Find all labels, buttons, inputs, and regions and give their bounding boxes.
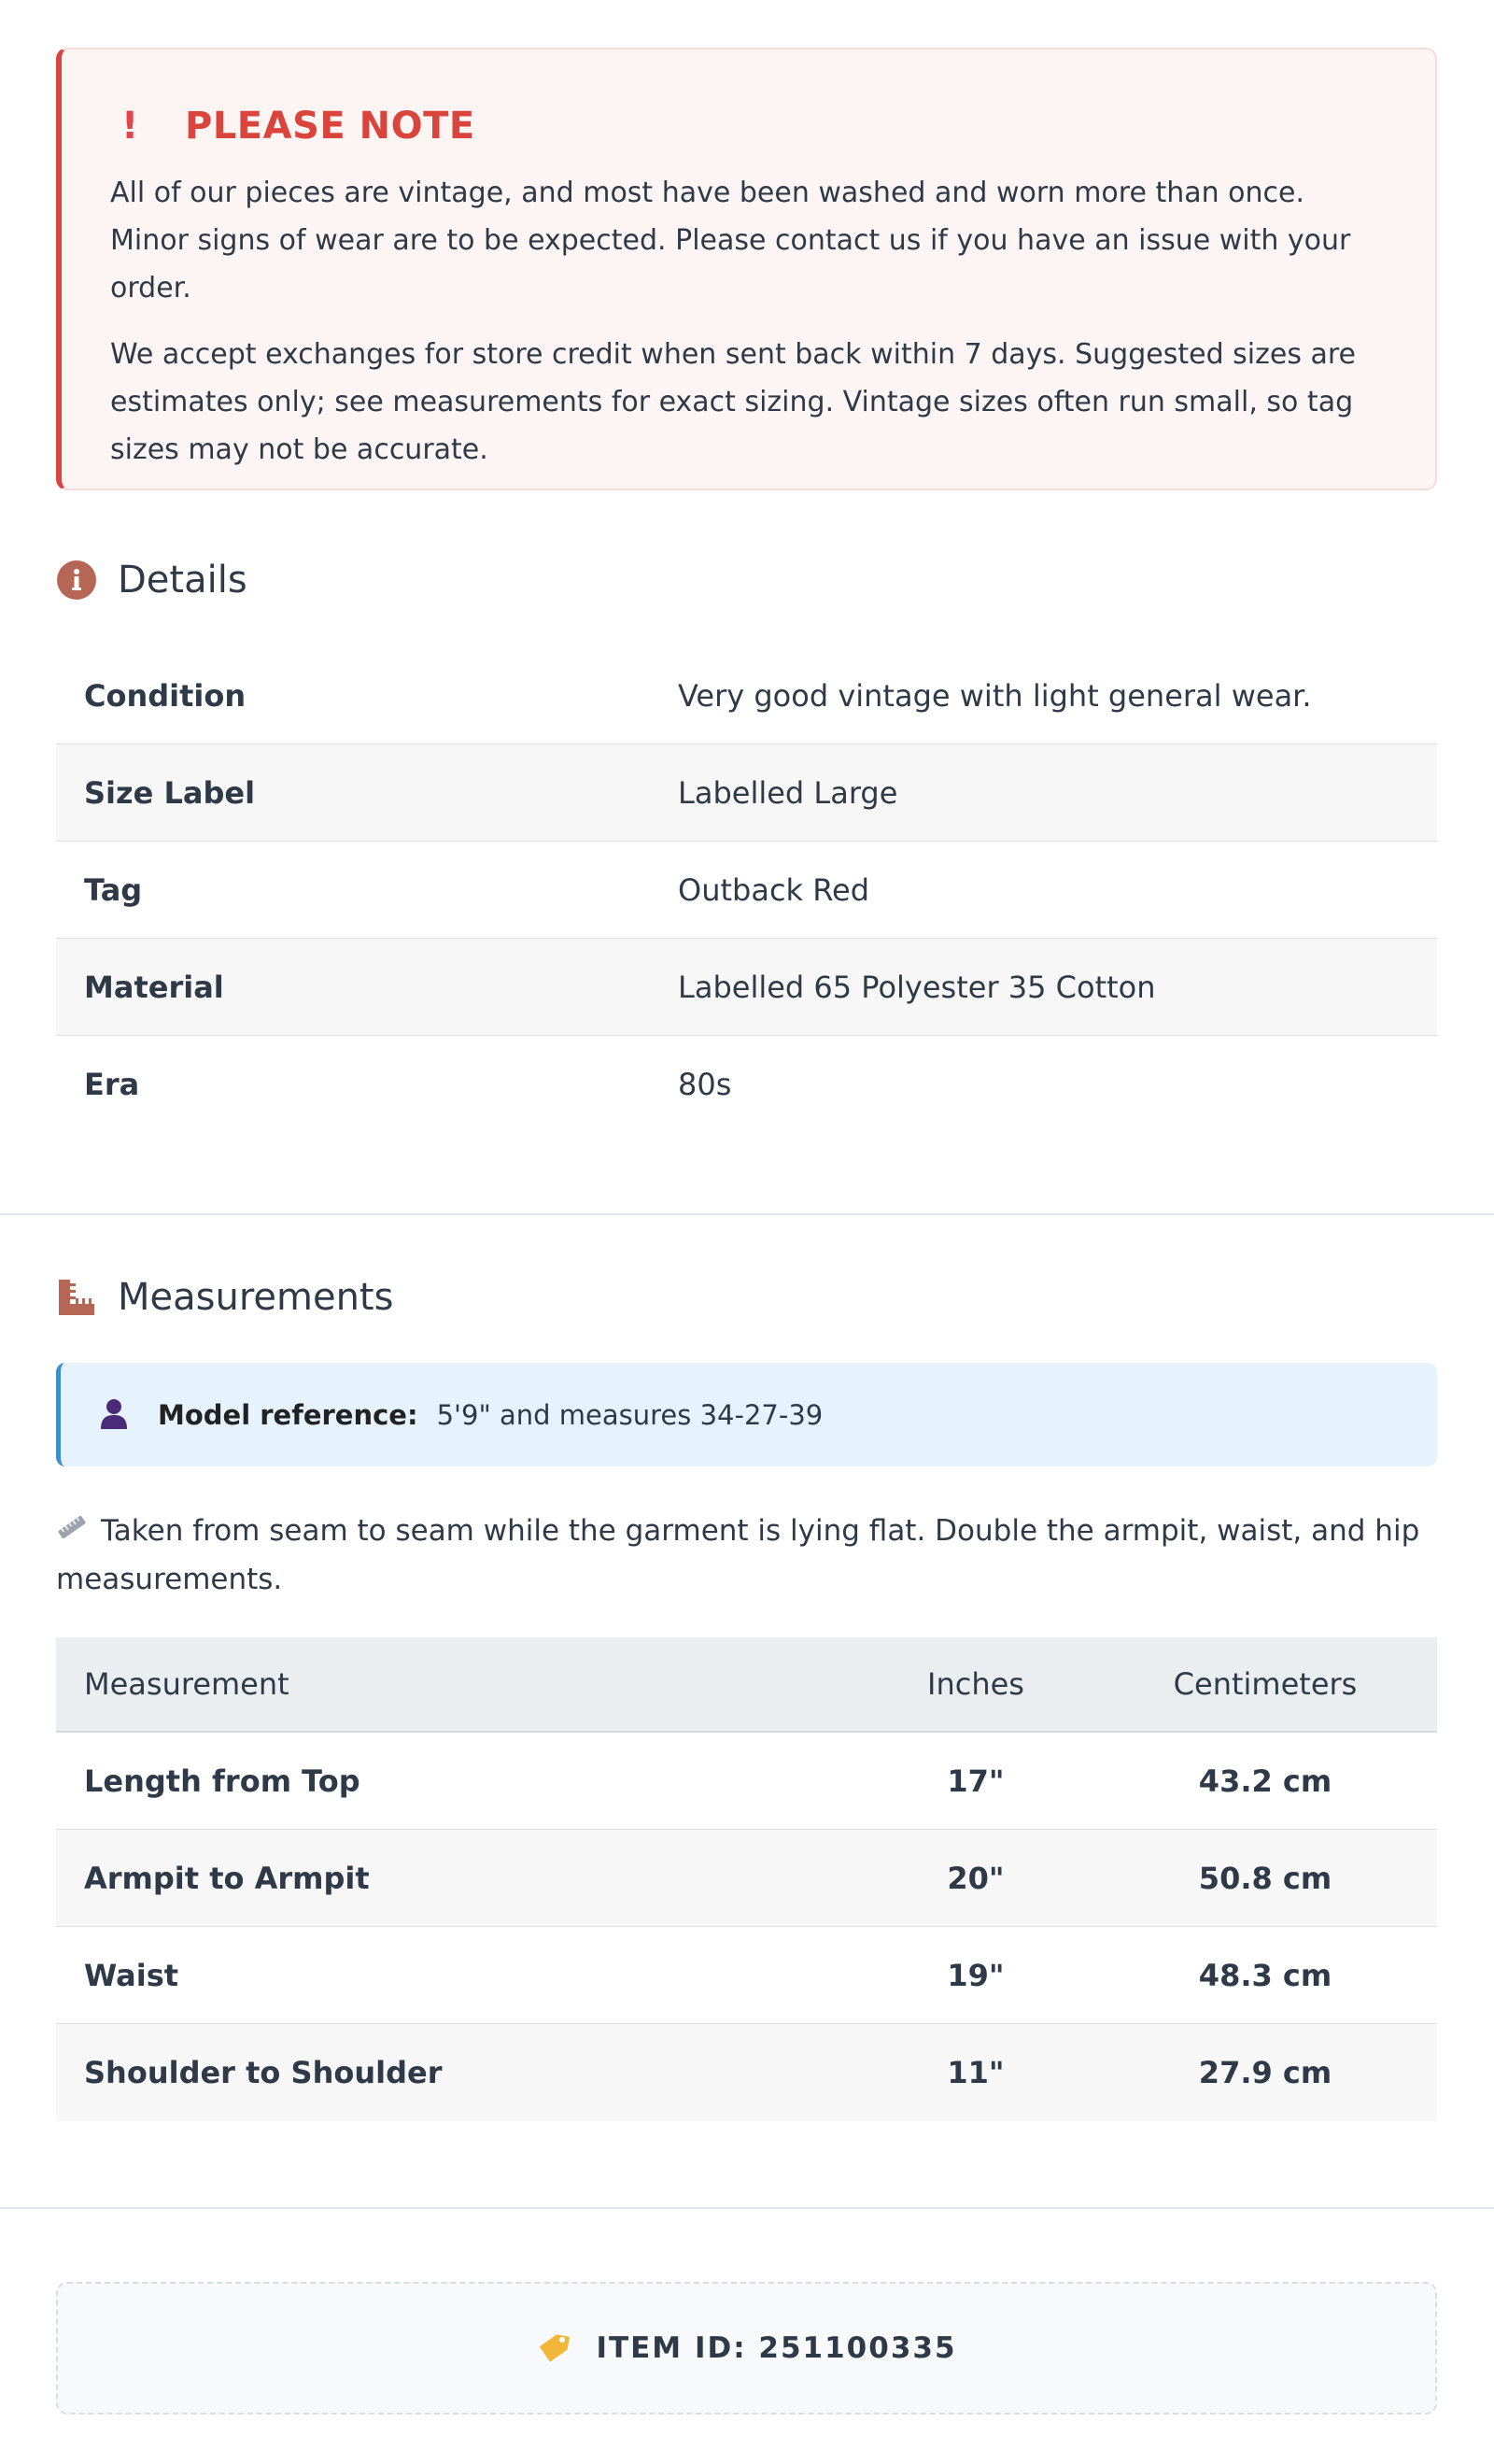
detail-label: Size Label bbox=[84, 774, 256, 811]
detail-label: Material bbox=[84, 969, 224, 1005]
measurement-inches: 19" bbox=[947, 1957, 1005, 1993]
tag-icon bbox=[536, 2330, 571, 2366]
table-header bbox=[56, 1637, 1437, 1733]
model-reference-value: 5'9" and measures 34-27-39 bbox=[436, 1398, 824, 1431]
exclamation-icon: ! bbox=[121, 105, 139, 148]
please-note-box bbox=[56, 48, 1437, 490]
measurement-cm: 27.9 cm bbox=[1198, 2055, 1332, 2090]
person-icon bbox=[98, 1397, 130, 1433]
table-row bbox=[56, 1830, 1437, 1927]
table-row bbox=[56, 1036, 1437, 1133]
item-id-label: ITEM ID: 251100335 bbox=[596, 2331, 957, 2365]
measurement-cm: 50.8 cm bbox=[1198, 1860, 1332, 1896]
section-divider bbox=[0, 2207, 1494, 2209]
section-divider bbox=[0, 1213, 1494, 1215]
table-row bbox=[56, 2024, 1437, 2121]
table-row bbox=[56, 647, 1437, 744]
detail-value: Outback Red bbox=[678, 871, 870, 908]
detail-label: Tag bbox=[84, 871, 143, 908]
notice-paragraph: All of our pieces are vintage, and most have been washed and worn more than once. Minor signs of wear are to be expected. Please contact us if you have an issue with your order. bbox=[110, 177, 1351, 304]
notice-paragraph: We accept exchanges for store credit when sent back within 7 days. Suggested sizes are estimates only; see measurements for exact sizing. Vintage sizes often run small, so tag sizes may not be accurate. bbox=[110, 338, 1357, 466]
measurement-name: Length from Top bbox=[84, 1763, 360, 1799]
table-row bbox=[56, 939, 1437, 1036]
measurement-note bbox=[56, 1508, 1437, 1604]
column-header-inches: Inches bbox=[927, 1666, 1024, 1702]
detail-value: 80s bbox=[678, 1067, 732, 1102]
measurements-title: Measurements bbox=[118, 1276, 394, 1319]
notice-header bbox=[110, 102, 1387, 150]
measurements-table bbox=[56, 1637, 1437, 2121]
table-row bbox=[56, 1927, 1437, 2024]
measurement-name: Waist bbox=[84, 1957, 179, 1993]
detail-value: Labelled 65 Polyester 35 Cotton bbox=[678, 969, 1156, 1005]
table-row bbox=[56, 744, 1437, 842]
measurement-inches: 11" bbox=[947, 2055, 1005, 2090]
measurements-heading bbox=[56, 1276, 393, 1319]
ruler-icon bbox=[56, 1508, 88, 1556]
notice-title: PLEASE NOTE bbox=[185, 105, 475, 148]
table-row bbox=[56, 1733, 1437, 1830]
measurement-cm: 48.3 cm bbox=[1198, 1957, 1332, 1993]
details-heading bbox=[56, 559, 247, 602]
measurement-note-text: Taken from seam to seam while the garment is lying flat. Double the armpit, waist, and hip measurements. bbox=[56, 1514, 1420, 1596]
column-header-measurement: Measurement bbox=[84, 1666, 289, 1702]
column-header-centimeters: Centimeters bbox=[1173, 1666, 1358, 1702]
detail-value: Very good vintage with light general wear. bbox=[678, 677, 1312, 714]
detail-value: Labelled Large bbox=[678, 774, 898, 811]
measurement-cm: 43.2 cm bbox=[1198, 1763, 1332, 1799]
measurement-inches: 17" bbox=[947, 1763, 1005, 1799]
measurement-inches: 20" bbox=[947, 1860, 1005, 1896]
details-table bbox=[56, 647, 1437, 1133]
measurement-name: Shoulder to Shoulder bbox=[84, 2055, 443, 2090]
details-title: Details bbox=[118, 559, 247, 602]
item-id-box bbox=[56, 2282, 1437, 2414]
info-icon bbox=[56, 559, 97, 601]
measurement-name: Armpit to Armpit bbox=[84, 1860, 370, 1896]
ruler-icon bbox=[56, 1277, 97, 1318]
table-row bbox=[56, 842, 1437, 939]
model-reference-label: Model reference: bbox=[158, 1398, 418, 1431]
model-reference-box bbox=[56, 1363, 1437, 1466]
detail-label: Era bbox=[84, 1067, 140, 1102]
detail-label: Condition bbox=[84, 677, 247, 714]
